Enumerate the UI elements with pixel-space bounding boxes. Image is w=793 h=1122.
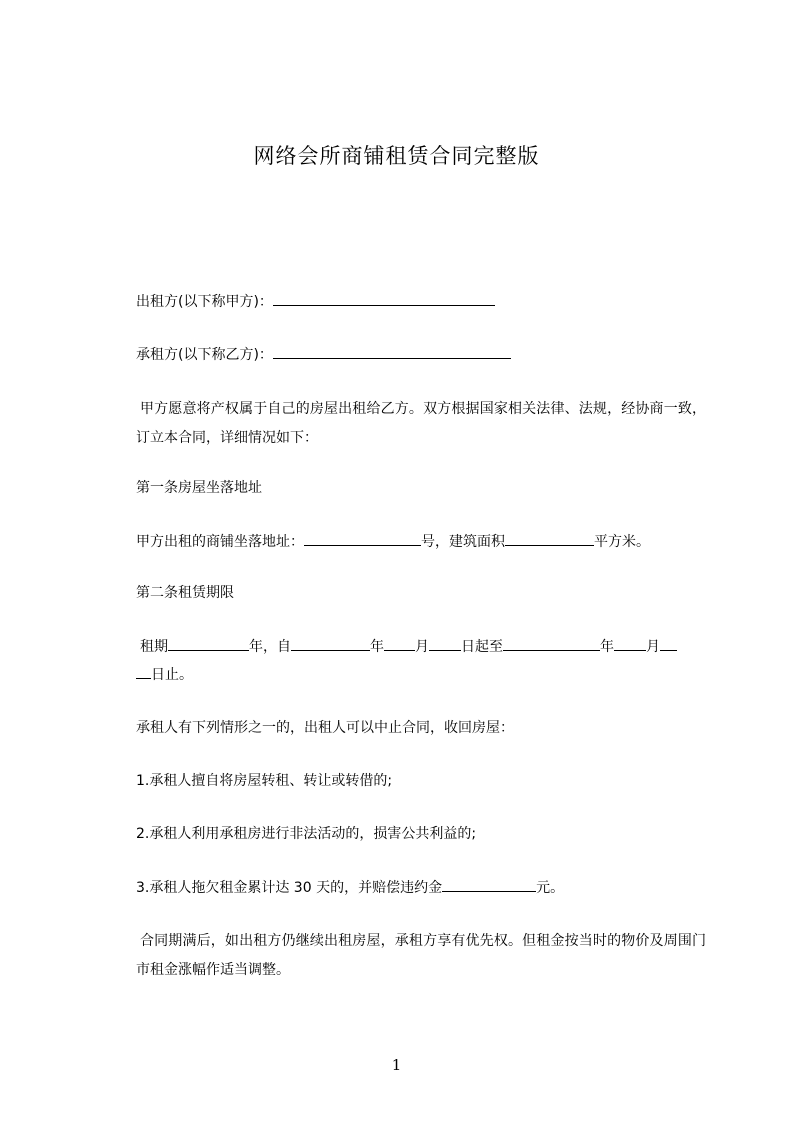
end-month-blank	[614, 636, 646, 651]
lessor-label: 出租方(以下称甲方)：	[136, 294, 273, 310]
lessee-blank	[273, 344, 511, 359]
start-day-blank	[429, 636, 461, 651]
termination-item-3	[136, 877, 564, 898]
start-year-label: 年	[370, 639, 384, 655]
address-number-suffix: 号，建筑面积	[421, 534, 505, 550]
termination-intro: 承租人有下列情形之一的，出租人可以中止合同，收回房屋：	[136, 720, 514, 736]
address-blank	[304, 531, 421, 546]
end-year-label: 年	[600, 639, 614, 655]
lessor-line	[136, 291, 495, 312]
end-day-blank-part1	[660, 636, 677, 651]
start-month-blank	[384, 636, 415, 651]
end-year-blank	[503, 636, 600, 651]
lessor-blank	[273, 291, 495, 306]
item-3-suffix: 元。	[536, 880, 565, 896]
document-title: 网络会所商铺租赁合同完整版	[253, 144, 540, 168]
lessee-line	[136, 344, 511, 365]
termination-item-1: 1.承租人擅自将房屋转租、转让或转借的;	[136, 773, 393, 789]
term-year-from: 年，自	[249, 639, 291, 655]
intro-paragraph: 甲方愿意将产权属于自己的房屋出租给乙方。双方根据国家相关法律、法规，经协商一致，订立本合同，详细情况如下：	[136, 401, 706, 446]
termination-item-2: 2.承租人利用承租房进行非法活动的，损害公共利益的;	[136, 826, 477, 842]
term-years-blank	[168, 636, 249, 651]
area-blank	[505, 531, 594, 546]
penalty-blank	[442, 877, 536, 892]
address-line	[136, 531, 650, 552]
article-2-heading: 第二条租赁期限	[136, 585, 234, 601]
end-month-label: 月	[646, 639, 660, 655]
lessee-label: 承租方(以下称乙方)：	[136, 347, 273, 363]
term-line	[140, 636, 677, 657]
end-day-blank-part2	[136, 664, 151, 679]
start-year-blank	[291, 636, 370, 651]
start-month-label: 月	[415, 639, 429, 655]
article-1-heading: 第一条房屋坐落地址	[136, 480, 262, 496]
item-3-prefix: 3.承租人拖欠租金累计达 30 天的，并赔偿违约金	[136, 880, 443, 896]
renewal-paragraph: 合同期满后，如出租方仍继续出租房屋，承租方享有优先权。但租金按当时的物价及周围门市租金涨幅作适当调整。	[136, 933, 706, 978]
address-prefix: 甲方出租的商铺坐落地址：	[136, 534, 304, 550]
area-unit: 平方米。	[594, 534, 650, 550]
term-prefix: 租期	[140, 639, 168, 655]
page-number: 1	[391, 1056, 402, 1074]
end-day-label: 日止。	[151, 667, 193, 683]
term-line-continued	[136, 664, 193, 685]
start-day-label: 日起至	[461, 639, 503, 655]
